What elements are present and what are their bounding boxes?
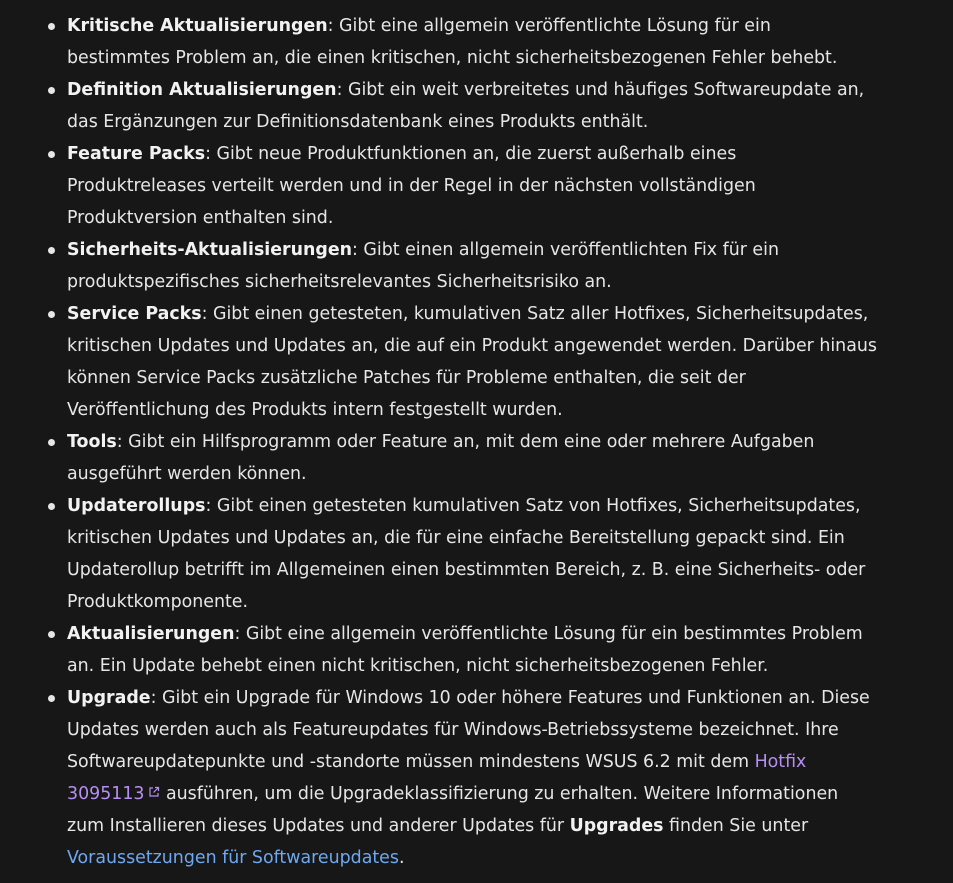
list-item: [67, 298, 877, 426]
item-description: : Gibt ein Hilfsprogramm oder Feature an, mit dem eine oder mehrere Aufgaben ausgeführt werden können.: [67, 432, 815, 484]
bullet-dot-icon: [48, 311, 55, 318]
list-item: [67, 490, 877, 618]
bullet-dot-icon: [48, 87, 55, 94]
list-item: [67, 74, 877, 138]
bullet-dot-icon: [48, 631, 55, 638]
item-description: : Gibt einen getesteten, kumulativen Satz aller Hotfixes, Sicherheitsupdates, kritischen Updates und Updates an, die auf ein Produkt angewendet werden. Darüber hinaus können Service Packs zusätzliche Patches für Probleme enthalten, die seit der Veröffentlichung des Produkts intern festgestellt wurden.: [67, 304, 877, 420]
list-item: [67, 618, 877, 682]
bullet-dot-icon: [48, 695, 55, 702]
item-term: Tools: [67, 432, 117, 452]
upgrades-term: Upgrades: [569, 816, 664, 836]
bullet-dot-icon: [48, 439, 55, 446]
item-term: Sicherheits-Aktualisierungen: [67, 240, 353, 260]
bullet-dot-icon: [48, 23, 55, 30]
item-description-continued: ausführen, um die Upgradeklassifizierung zu erhalten. Weitere Informationen zum Installieren dieses Updates und anderer Updates für: [67, 784, 839, 836]
item-description: : Gibt ein weit verbreitetes und häufiges Softwareupdate an, das Ergänzungen zur Definitionsdatenbank eines Produkts enthält.: [67, 80, 865, 132]
list-item-upgrade: [67, 682, 877, 874]
item-term: Upgrade: [67, 688, 151, 708]
item-term: Updaterollups: [67, 496, 206, 516]
item-term: Definition Aktualisierungen: [67, 80, 337, 100]
item-term: Aktualisierungen: [67, 624, 235, 644]
item-description: : Gibt einen allgemein veröffentlichten Fix für ein produktspezifisches sicherheitsrelevantes Sicherheitsrisiko an.: [67, 240, 779, 292]
item-description: : Gibt ein Upgrade für Windows 10 oder höhere Features und Funktionen an. Diese Updates werden auch als Featureupdates für Windows-Betriebssysteme bezeichnet. Ihre Softwareupdatepunkte und -standorte müssen mindestens WSUS 6.2 mit dem: [67, 688, 870, 772]
list-item: [67, 234, 877, 298]
prerequisites-link[interactable]: Voraussetzungen für Softwareupdates: [67, 848, 399, 868]
item-term: Service Packs: [67, 304, 202, 324]
item-description: : Gibt neue Produktfunktionen an, die zuerst außerhalb eines Produktreleases verteilt werden und in der Regel in der nächsten vollständigen Produktversion enthalten sind.: [67, 144, 756, 228]
bullet-dot-icon: [48, 151, 55, 158]
item-description: : Gibt einen getesteten kumulativen Satz von Hotfixes, Sicherheitsupdates, kritischen Updates und Updates an, die für eine einfache Bereitstellung gepackt sind. Ein Updaterollup betrifft im Allgemeinen einen bestimmten Bereich, z. B. eine Sicherheits- oder Produktkomponente.: [67, 496, 866, 612]
list-item: [67, 10, 877, 74]
item-description-tail: finden Sie unter: [663, 816, 809, 836]
item-description: : Gibt eine allgemein veröffentlichte Lösung für ein bestimmtes Problem an, die einen kritischen, nicht sicherheitsbezogenen Fehler behebt.: [67, 16, 838, 68]
list-item: [67, 138, 877, 234]
item-term: Feature Packs: [67, 144, 206, 164]
item-description: : Gibt eine allgemein veröffentlichte Lösung für ein bestimmtes Problem an. Ein Update behebt einen nicht kritischen, nicht sicherheitsbezogenen Fehler.: [67, 624, 863, 676]
item-term: Kritische Aktualisierungen: [67, 16, 328, 36]
bullet-dot-icon: [48, 503, 55, 510]
external-link-icon: [148, 786, 160, 798]
sentence-end: .: [398, 848, 405, 868]
hotfix-link-label: Hotfix 3095113: [67, 752, 807, 804]
bullet-dot-icon: [48, 247, 55, 254]
list-item: [67, 426, 877, 490]
